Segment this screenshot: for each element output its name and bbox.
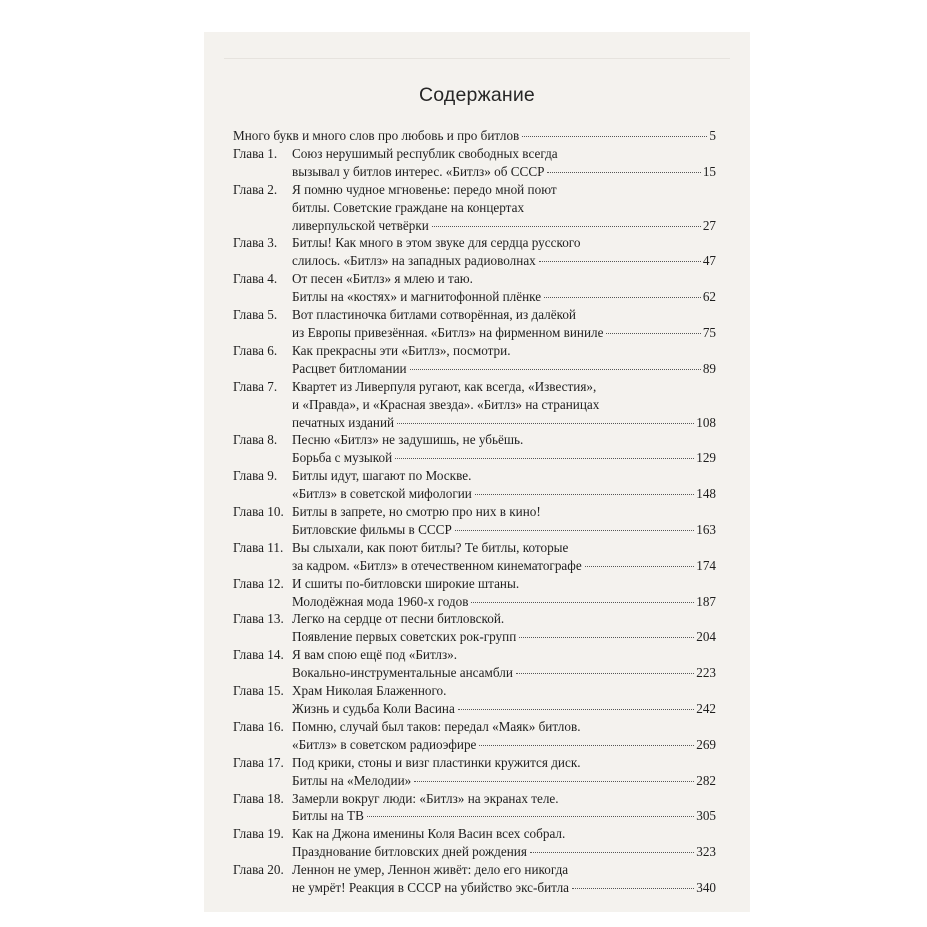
chapter-title [292,467,716,503]
chapter-label: Глава 4. [233,271,278,287]
dot-leader [432,226,701,227]
page-number: 15 [702,163,716,179]
chapter-title [292,861,716,897]
dot-leader [367,816,694,817]
toc-entry [233,646,716,682]
title-line: не умрёт! Реакция в СССР на убийство экс-битла [292,880,570,896]
page-number: 89 [702,360,716,376]
chapter-title [292,503,716,539]
title-line-last [292,664,716,682]
chapter-label: Глава 14. [233,647,284,663]
title-line-last [292,593,716,611]
chapter-label: Глава 18. [233,790,284,806]
chapter-title [292,825,716,861]
title-line-last [292,843,716,861]
page-number: 323 [696,844,716,860]
page-number: 223 [696,665,716,681]
chapter-label: Глава 10. [233,504,284,520]
chapter-title [292,342,716,378]
chapter-title [292,718,716,754]
title-line: Вокально-инструментальные ансамбли [292,665,513,681]
page-title: Содержание [419,84,535,106]
title-line: Как на Джона именины Коля Васин всех собрал. [292,826,566,842]
page-number: 282 [696,772,716,788]
title-line: Леннон не умер, Леннон живёт: дело его никогда [292,862,569,878]
toc-entry [233,342,716,378]
title-line-last [292,879,716,897]
title-line: битлы. Советские граждане на концертах [292,199,525,215]
dot-leader [519,637,694,638]
title-line: вызывал у битлов интерес. «Битлз» об СССР [292,163,545,179]
chapter-label: Глава 19. [233,826,284,842]
title-line: Много букв и много слов про любовь и про битлов [233,128,520,143]
title-line: Как прекрасны эти «Битлз», посмотри. [292,342,511,358]
page-number: 5 [709,128,716,143]
dot-leader [397,423,694,424]
dot-leader [585,566,695,567]
chapter-label: Глава 1. [233,145,278,161]
title-line: Я вам спою ещё под «Битлз». [292,647,458,663]
toc-entry [233,790,716,826]
dot-leader [544,297,701,298]
title-line: Битлы на «Мелодии» [292,772,412,788]
toc-entry [233,467,716,503]
chapter-label: Глава 9. [233,468,278,484]
chapter-title [292,234,716,270]
title-line: Появление первых советских рок-групп [292,629,517,645]
title-line: «Битлз» в советском радиоэфире [292,736,477,752]
page-number: 148 [696,486,716,502]
page-number: 242 [696,701,716,716]
chapter-label: Глава 6. [233,342,278,358]
toc-entry [233,181,716,235]
title-line: Вы слыхали, как поют битлы? Те битлы, которые [292,539,569,555]
chapter-title [292,575,716,611]
title-line: И сшиты по-битловски широкие штаны. [292,575,520,591]
chapter-title [292,610,716,646]
chapter-title [292,270,716,306]
dot-leader [539,261,701,262]
title-line: Вот пластиночка битлами сотворённая, из далёкой [292,307,576,323]
title-line: печатных изданий [292,414,395,430]
title-line-last [292,163,716,181]
dot-leader [522,136,707,137]
title-line-last [292,521,716,539]
chapter-title [292,539,716,575]
dot-leader [572,888,694,889]
title-line-last [292,414,716,432]
chapter-label: Глава 3. [233,235,278,251]
chapter-title [233,127,716,145]
page-number: 163 [696,521,716,537]
title-line: Празднование битловских дней рождения [292,844,527,860]
title-line: Песню «Битлз» не задушишь, не убьёшь. [292,432,524,448]
page-number: 187 [696,593,716,609]
toc-entry [233,610,716,646]
title-line-last [233,127,716,145]
toc-entry [233,431,716,467]
title-line: От песен «Битлз» я млею и таю. [292,271,473,287]
toc-entry [233,718,716,754]
dot-leader [606,333,700,334]
toc-entry [233,503,716,539]
chapter-label: Глава 12. [233,575,284,591]
title-line-last [292,449,716,467]
title-line: Помню, случай был таков: передал «Маяк» битлов. [292,718,581,734]
chapter-title [292,145,716,181]
title-line: Легко на сердце от песни битловской. [292,611,505,627]
page-number: 62 [702,289,716,305]
toc-entry [233,682,716,718]
chapter-label: Глава 11. [233,539,284,555]
title-line: Под крики, стоны и визг пластинки кружится диск. [292,754,581,770]
chapter-label: Глава 5. [233,307,278,323]
title-line: ливерпульской четвёрки [292,217,429,233]
toc-entry [233,145,716,181]
title-line-last [292,736,716,754]
dot-leader [458,709,694,710]
chapter-label: Глава 15. [233,683,284,699]
title-line-last [292,772,716,790]
title-line: Я помню чудное мгновенье: передо мной поют [292,181,557,197]
title-line-last [292,807,716,825]
toc-entry [233,575,716,611]
dot-leader [471,602,694,603]
title-line-last [292,628,716,646]
toc-entry [233,754,716,790]
dot-leader [516,673,694,674]
table-of-contents [233,127,716,897]
title-line-last [292,288,716,306]
dot-leader [479,745,694,746]
toc-entry [233,378,716,432]
chapter-label: Глава 7. [233,378,278,394]
title-line: слилось. «Битлз» на западных радиоволнах [292,253,536,269]
title-line: Союз нерушимый республик свободных всегда [292,145,558,161]
chapter-label: Глава 16. [233,718,284,734]
toc-entry [233,270,716,306]
toc-entry [233,861,716,897]
page-number: 47 [702,253,716,269]
title-line: и «Правда», и «Красная звезда». «Битлз» на страницах [292,396,600,412]
title-line: Расцвет битломании [292,360,407,376]
chapter-title [292,754,716,790]
title-line: Битлы идут, шагают по Москве. [292,468,472,484]
title-line: Храм Николая Блаженного. [292,683,447,699]
title-line: Битлы в запрете, но смотрю про них в кино! [292,504,541,520]
title-line-last [292,557,716,575]
chapter-label: Глава 20. [233,862,284,878]
title-line: Замерли вокруг люди: «Битлз» на экранах теле. [292,790,559,806]
title-line: Битловские фильмы в СССР [292,521,452,537]
title-line-last [292,252,716,270]
title-line: «Битлз» в советской мифологии [292,486,472,502]
title-line: Борьба с музыкой [292,450,393,466]
page-number: 108 [696,414,716,430]
page-number: 174 [696,557,716,573]
chapter-label: Глава 2. [233,181,278,197]
toc-entry [233,127,716,145]
title-line: Битлы на ТВ [292,808,364,824]
dot-leader [414,781,694,782]
title-line-last [292,324,716,342]
title-line: Квартет из Ливерпуля ругают, как всегда, «Известия», [292,378,597,394]
toc-entry [233,234,716,270]
chapter-title [292,378,716,432]
chapter-label: Глава 8. [233,432,278,448]
chapter-title [292,682,716,718]
title-line: Жизнь и судьба Коли Васина [292,701,455,716]
page-number: 75 [702,324,716,340]
chapter-title [292,181,716,235]
title-line: за кадром. «Битлз» в отечественном кинематографе [292,557,582,573]
bleed-through-line [224,58,730,59]
title-line: Битлы! Как много в этом звуке для сердца русского [292,235,581,251]
page-number: 269 [696,736,716,752]
title-line: из Европы привезённая. «Битлз» на фирменном виниле [292,324,604,340]
chapter-title [292,790,716,826]
title-line-last [292,485,716,503]
title-line-last [292,700,716,718]
page-number: 27 [702,217,716,233]
title-line-last [292,360,716,378]
book-page [204,32,750,912]
title-line: Битлы на «костях» и магнитофонной плёнке [292,289,542,305]
chapter-label: Глава 17. [233,754,284,770]
title-line-last [292,217,716,235]
page-number: 340 [696,880,716,896]
page-number: 129 [696,450,716,466]
dot-leader [455,530,694,531]
dot-leader [475,494,694,495]
chapter-title [292,431,716,467]
dot-leader [530,852,694,853]
toc-entry [233,306,716,342]
page-number: 305 [696,808,716,824]
toc-entry [233,825,716,861]
chapter-label: Глава 13. [233,611,284,627]
page-number: 204 [696,629,716,645]
dot-leader [410,369,701,370]
chapter-title [292,306,716,342]
dot-leader [547,172,700,173]
toc-entry [233,539,716,575]
dot-leader [395,458,694,459]
chapter-title [292,646,716,682]
title-line: Молодёжная мода 1960-х годов [292,593,469,609]
